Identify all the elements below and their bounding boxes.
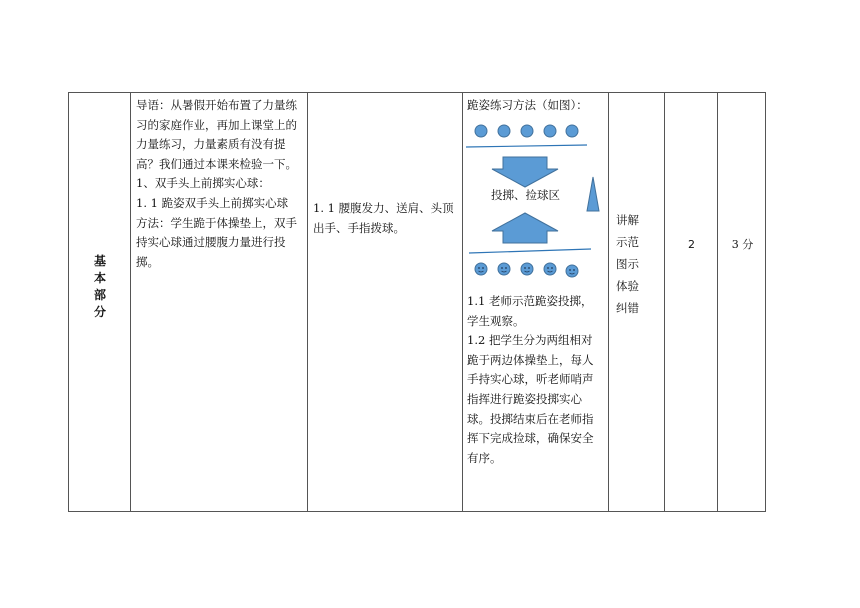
ball-icon — [475, 125, 487, 137]
text-line: 掷。 — [136, 254, 159, 269]
ball-icon — [498, 125, 510, 137]
organization-column — [463, 93, 609, 511]
text-line: 讲解 — [616, 213, 639, 227]
text-line: 体验 — [616, 279, 639, 293]
text-line: 图示 — [616, 257, 639, 271]
text-line: 纠错 — [616, 301, 639, 315]
top-boundary-line — [466, 145, 587, 147]
key-points-column — [308, 93, 463, 511]
text-line: 1. 1 腰腹发力、送肩、头顶 — [313, 201, 454, 215]
content-column — [131, 93, 308, 511]
text-line: 挥下完成捡球，确保安全 — [467, 431, 594, 446]
text-line: 指挥进行跪姿投掷实心 — [467, 391, 582, 406]
method-column — [609, 93, 665, 511]
top-row-balls — [475, 125, 578, 137]
student-face-icon — [521, 263, 533, 275]
text-line: 跪于两边体操垫上，每人 — [467, 352, 594, 367]
time-column — [718, 93, 767, 511]
text-line: 1.2 把学生分为两组相对 — [467, 333, 593, 348]
text-line: 手持实心球，听老师哨声 — [467, 372, 594, 387]
text-line: 力量练习，力量素质有没有提 — [136, 137, 286, 152]
arrow-down-icon — [492, 157, 558, 187]
lesson-plan-table — [68, 92, 766, 512]
text-line: 1、双手头上前掷实心球： — [136, 176, 270, 191]
text-line: 1.1 老师示范跪姿投掷， — [467, 294, 593, 308]
text-line: 习的家庭作业，再加上课堂上的 — [136, 117, 297, 132]
text-line: 1. 1 跪姿双手头上前掷实心球 — [136, 195, 289, 210]
text-line: 有序。 — [467, 450, 502, 465]
text-line: 导语：从暑假开始布置了力量练 — [136, 98, 297, 112]
text-line: 球。投掷结束后在老师指 — [467, 411, 594, 426]
triangle-marker-icon — [587, 177, 599, 211]
student-face-icon — [498, 263, 510, 275]
section-char: 分 — [93, 305, 106, 319]
student-face-icon — [566, 265, 578, 277]
organization-title: 跪姿练习方法（如图）： — [467, 98, 588, 112]
bottom-boundary-line — [469, 249, 591, 253]
text-line: 持实心球通过腰腹力量进行投 — [136, 235, 286, 250]
ball-icon — [544, 125, 556, 137]
section-char: 本 — [93, 271, 106, 285]
text-line: 出手、手指拨球。 — [313, 220, 405, 235]
key-points-text — [313, 199, 461, 238]
content-text — [136, 96, 304, 272]
text-line: 示范 — [616, 235, 639, 249]
ball-icon — [566, 125, 578, 137]
student-face-icon — [475, 263, 487, 275]
method-text — [616, 209, 656, 319]
text-line: 高？我们通过本课来检验一下。 — [136, 156, 297, 171]
text-line: 学生观察。 — [467, 313, 525, 328]
section-column — [69, 93, 131, 511]
time-value: 3 分 — [731, 238, 754, 251]
section-char: 部 — [93, 288, 106, 302]
zone-label: 投掷、捡球区 — [491, 188, 560, 202]
formation-diagram — [463, 115, 609, 295]
section-char: 基 — [93, 254, 106, 268]
section-label — [69, 253, 131, 321]
organization-text — [467, 292, 607, 468]
student-face-icon — [544, 263, 556, 275]
ball-icon — [521, 125, 533, 137]
count-column — [665, 93, 718, 511]
count-value: 2 — [688, 238, 695, 251]
bottom-row-students — [475, 263, 578, 277]
text-line: 方法：学生跪于体操垫上，双手 — [136, 215, 297, 230]
arrow-up-icon — [492, 213, 558, 243]
